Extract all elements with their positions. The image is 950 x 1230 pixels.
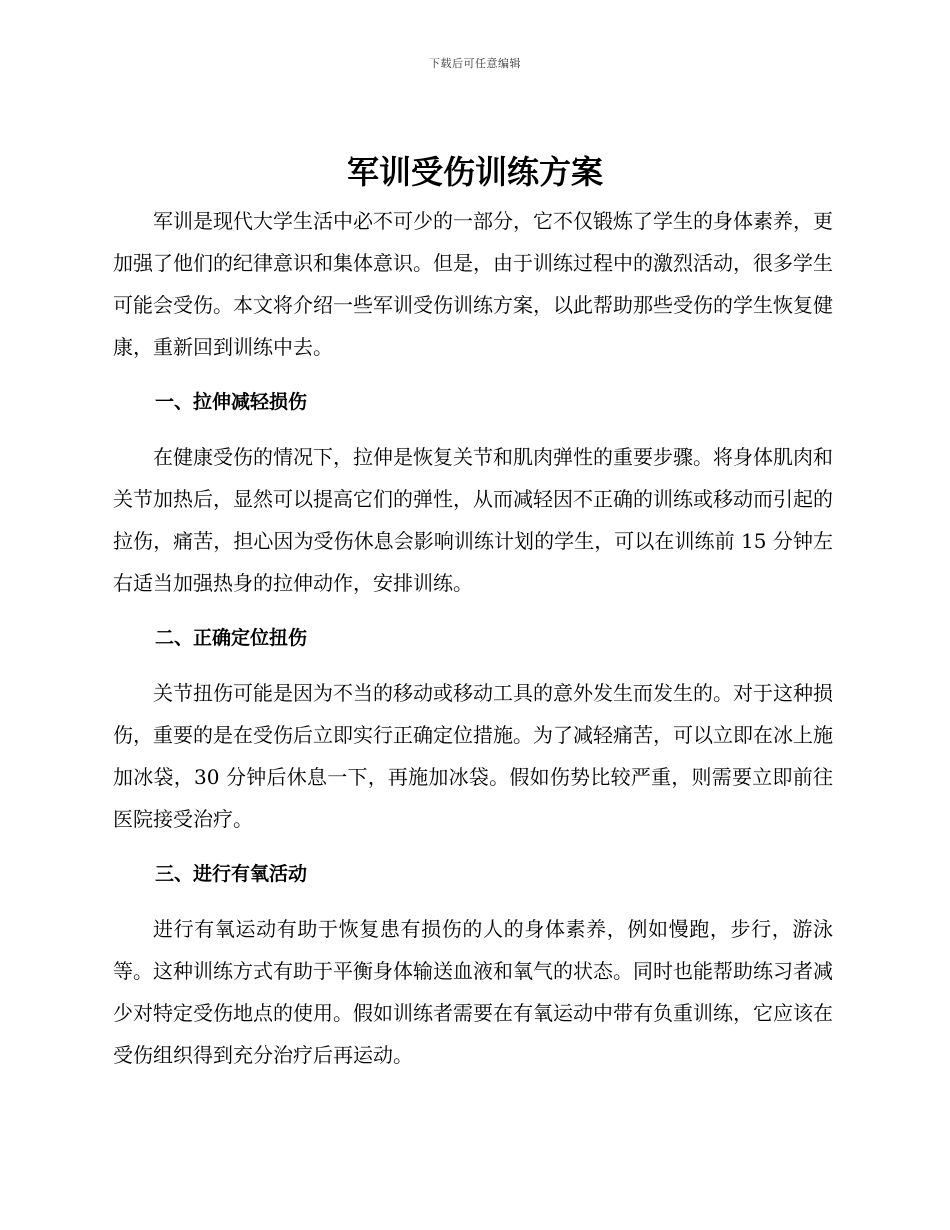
section-heading-sprain: 二、正确定位扭伤: [155, 627, 308, 649]
section-heading-aerobic: 三、进行有氧活动: [155, 863, 308, 885]
document-title: 军训受伤训练方案: [346, 153, 603, 191]
section-paragraph-aerobic: 进行有氧运动有助于恢复患有损伤的人的身体素养，例如慢跑，步行，游泳等。这种训练方式有助于平衡身体输送血液和氧气的状态。同时也能帮助练习者减少对特定受伤地点的使用。假如训练者需要在有氧运动中带有负重训练，它应该在受伤组织得到充分治疗后再运动。: [113, 917, 833, 1067]
section-heading-stretching: 一、拉伸减轻损伤: [155, 391, 308, 413]
intro-paragraph: 军训是现代大学生活中必不可少的一部分，它不仅锻炼了学生的身体素养，更加强了他们的纪律意识和集体意识。但是，由于训练过程中的激烈活动，很多学生可能会受伤。本文将介绍一些军训受伤训练方案，以此帮助那些受伤的学生恢复健康，重新回到训练中去。: [113, 209, 833, 359]
section-paragraph-stretching: 在健康受伤的情况下，拉伸是恢复关节和肌肉弹性的重要步骤。将身体肌肉和关节加热后，显然可以提高它们的弹性，从而减轻因不正确的训练或移动而引起的拉伤，痛苦，担心因为受伤休息会影响训练计划的学生，可以在训练前 15 分钟左右适当加强热身的拉伸动作，安排训练。: [113, 445, 833, 595]
header-note: 下载后可任意编辑: [429, 57, 521, 70]
section-paragraph-sprain: 关节扭伤可能是因为不当的移动或移动工具的意外发生而发生的。对于这种损伤，重要的是在受伤后立即实行正确定位措施。为了减轻痛苦，可以立即在冰上施加冰袋，30 分钟后休息一下，再施加冰袋。假如伤势比较严重，则需要立即前往医院接受治疗。: [113, 681, 833, 831]
